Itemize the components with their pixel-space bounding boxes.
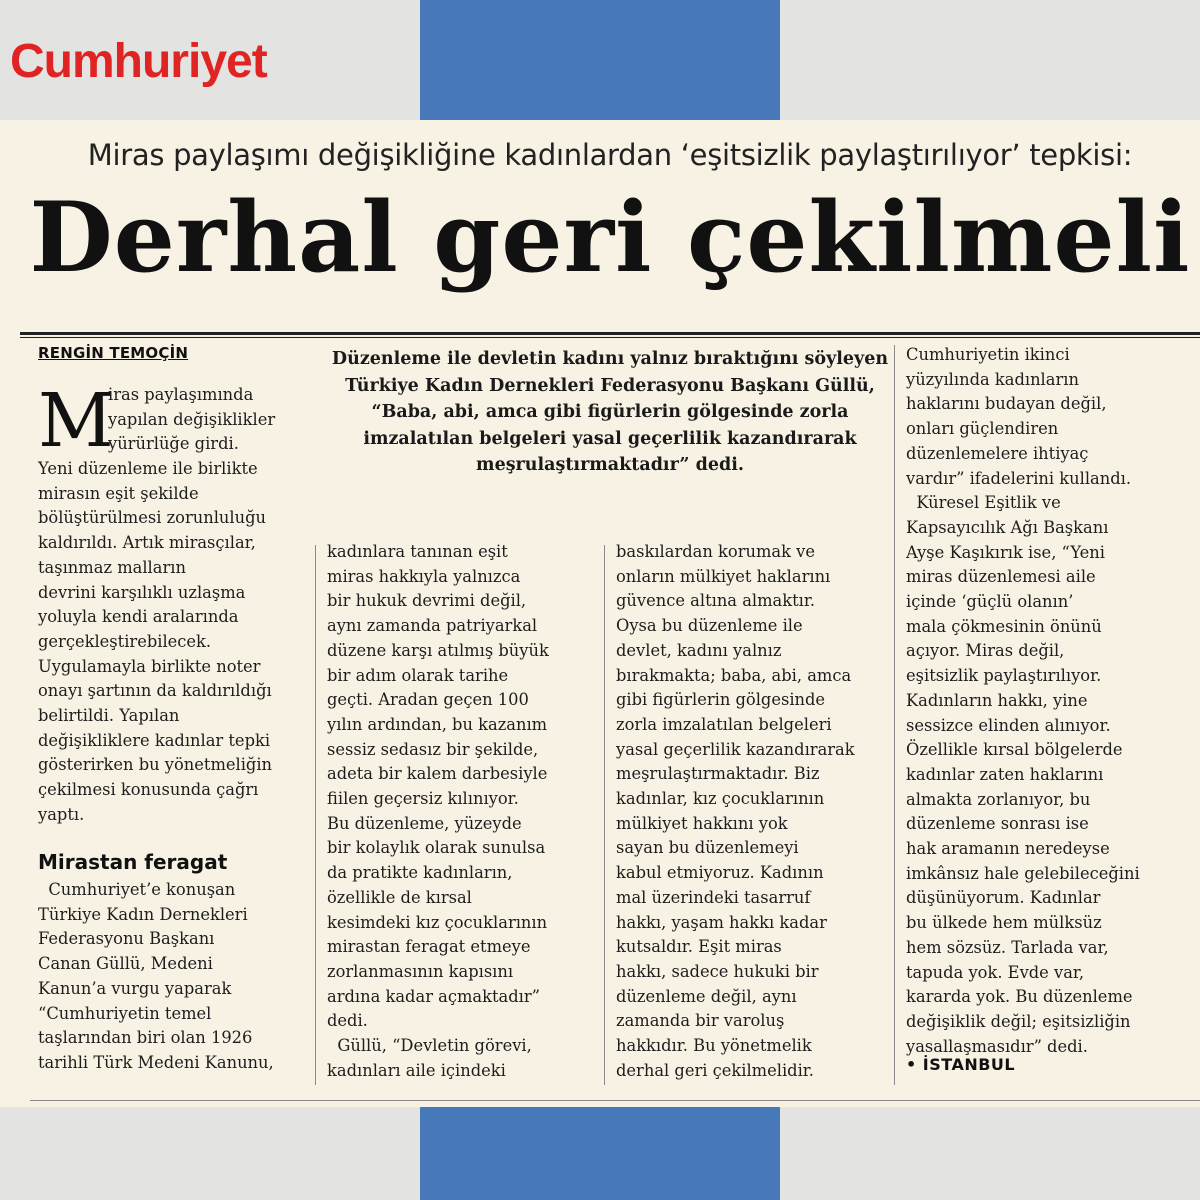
column-1-continued: Cumhuriyet’e konuşan Türkiye Kadın Dernekleri Federasyonu Başkanı Canan Güllü, Medeni Kanun’a vurgu yaparak “Cumhuriyetin temel taşlarından biri olan 1926 tarihli Türk Medeni Kanunu, <box>38 880 274 1072</box>
column-divider <box>894 345 895 1085</box>
bottom-rule <box>30 1100 1200 1101</box>
cumhuriyet-logo: Cumhuriyet <box>10 35 267 88</box>
headline: Derhal geri çekilmeli <box>29 181 1191 294</box>
top-blue-block <box>420 0 780 120</box>
column-2: kadınlara tanınan eşit miras hakkıyla yalnızca bir hukuk devrimi değil, aynı zamanda patriyarkal düzene karşı atılmış büyük bir adım olarak tarihe geçti. Aradan geçen 100 yılın ardından, bu kazanım sessiz sedasız bir şekilde, adeta bir kalem darbesiyle fiilen geçersiz kılınıyor. Bu düzenleme, yüzeyde bir kolaylık olarak sunulsa da pratikte kadınların, özellikle de kırsal kesimdeki kız çocuklarının mirastan feragat etmeye zorlanmasının kapısını ardına kadar açmaktadır” dedi. Güllü, “Devletin görevi, kadınları aile içindeki <box>327 542 549 1080</box>
bottom-blue-block <box>420 1107 780 1200</box>
kicker: Miras paylaşımı değişikliğine kadınlardan ‘eşitsizlik paylaştırılıyor’ tepkisi: <box>87 138 1133 172</box>
drop-cap: M <box>38 378 114 464</box>
headline-rule <box>20 332 1200 335</box>
newspaper-clipping <box>0 120 1200 1107</box>
column-divider <box>315 545 316 1085</box>
subheading: Mirastan feragat <box>38 850 228 874</box>
byline: RENGİN TEMOÇİN <box>38 344 189 362</box>
column-1-body: Yeni düzenleme ile birlikte mirasın eşit şekilde bölüştürülmesi zorunluluğu kaldırıldı. Artık mirasçılar, taşınmaz malların devrini karşılıklı uzlaşma yoluyla kendi aralarında gerçekleştirebilecek. Uygulamayla birlikte noter onayı şartının da kaldırıldığı belirtildi. Yapılan değişikliklere kadınlar tepki gösterirken bu yönetmeliğin çekilmesi konusunda çağrı yaptı. <box>38 459 273 824</box>
signoff: • İSTANBUL <box>906 1055 1016 1074</box>
column-3: baskılardan korumak ve onların mülkiyet haklarını güvence altına almaktır. Oysa bu düzenleme ile devlet, kadını yalnız bırakmakta; baba, abi, amca gibi figürlerin gölgesinde zorla imzalatılan belgeleri yasal geçerlilik kazandırarak meşrulaştırmaktadır. Biz kadınlar, kız çocuklarının mülkiyet hakkını yok sayan bu düzenlemeyi kabul etmiyoruz. Kadının mal üzerindeki tasarruf hakkı, yaşam hakkı kadar kutsaldır. Eşit miras hakkı, sadece hukuki bir düzenleme değil, aynı zamanda bir varoluş hakkıdır. Bu yönetmelik derhal geri çekilmelidir. <box>616 542 855 1080</box>
column-divider <box>604 545 605 1085</box>
column-1-intro: iras paylaşımında yapılan değişiklikler yürürlüğe girdi. <box>108 385 276 454</box>
column-4: Cumhuriyetin ikinci yüzyılında kadınların haklarını budayan değil, onları güçlendiren düzenlemelere ihtiyaç vardır” ifadelerini kullandı. Küresel Eşitlik ve Kapsayıcılık Ağı Başkanı Ayşe Kaşıkırık ise, “Yeni miras düzenlemesi aile içinde ‘güçlü olanın’ mala çökmesinin önünü açıyor. Miras değil, eşitsizlik paylaştırılıyor. Kadınların hakkı, yine sessizce elinden alınıyor. Özellikle kırsal bölgelerde kadınlar zaten haklarını almakta zorlanıyor, bu düzenleme sonrası ise hak aramanın neredeyse imkânsız hale gelebileceğini düşünüyorum. Kadınlar bu ülkede hem mülksüz hem sözsüz. Tarlada var, tapuda yok. Evde var, kararda yok. Bu düzenleme değişiklik değil; eşitsizliğin yasallaşmasıdır” dedi. <box>906 345 1140 1056</box>
lede: Düzenleme ile devletin kadını yalnız bıraktığını söyleyen Türkiye Kadın Dernekleri Federasyonu Başkanı Güllü, “Baba, abi, amca gibi figürlerin gölgesinde zorla imzalatılan belgeleri yasal geçerlilik kazandırarak meşrulaştırmaktadır” dedi. <box>331 349 889 475</box>
headline-rule-thin <box>20 337 1200 338</box>
